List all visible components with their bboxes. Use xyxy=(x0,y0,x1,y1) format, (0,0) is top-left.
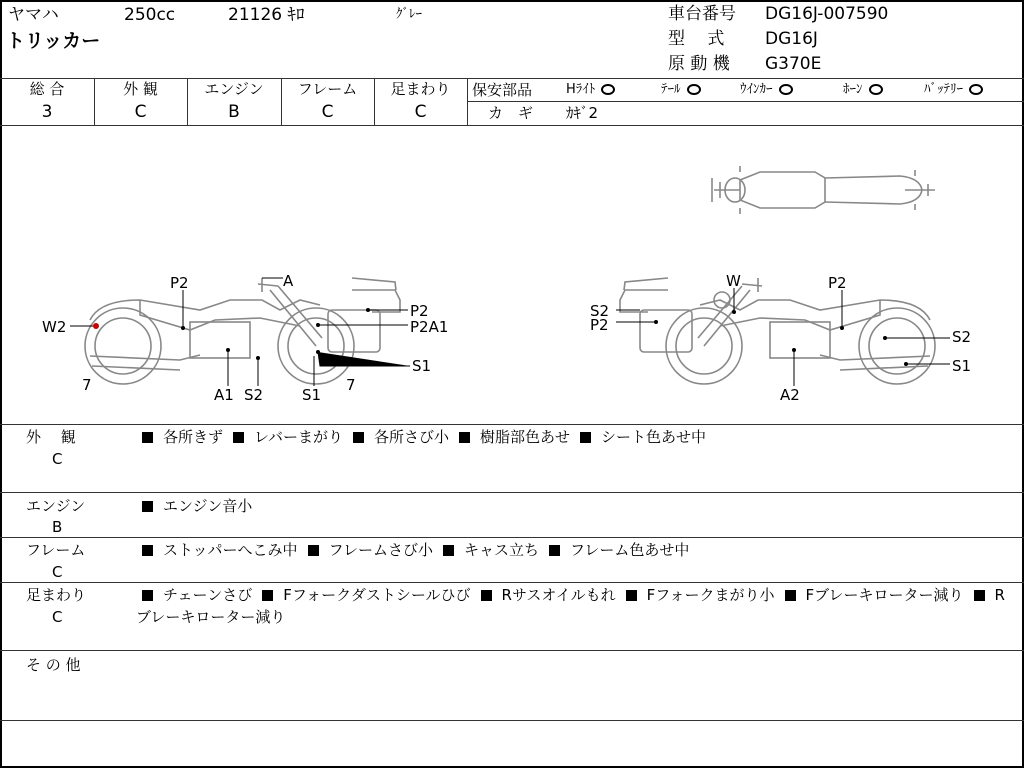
diagram-label: W xyxy=(726,272,741,290)
divider xyxy=(467,78,468,125)
diagram-label: A2 xyxy=(780,386,800,404)
remark-items: エンジン音小 xyxy=(136,495,1016,517)
safety-label: 保安部品 xyxy=(472,81,533,99)
engine-label: 原 動 機 xyxy=(668,54,730,74)
check-circle-icon xyxy=(601,84,615,95)
diagram-label: S2 xyxy=(590,302,610,320)
grade-value: B xyxy=(228,102,240,122)
divider xyxy=(0,492,1024,493)
mileage: 21126 ｷﾛ xyxy=(228,5,305,25)
type: DG16J xyxy=(765,29,818,49)
remark-items: チェーンさび Fフォークダストシールひび Rサスオイルもれ Fフォークまがり小 Fブレーキローター減り Rブレーキローター減り xyxy=(136,586,1005,626)
remark-label: 外 観 xyxy=(26,428,76,446)
check-circle-icon xyxy=(779,84,793,95)
remark-label: 足まわり xyxy=(26,586,87,604)
diagram-label: S2 xyxy=(952,328,972,346)
grade-value: C xyxy=(321,102,334,122)
remark-label: そ の 他 xyxy=(26,656,81,674)
bike-top-view xyxy=(712,166,935,214)
frame-no-label: 車台番号 xyxy=(668,4,736,24)
diagram-label: 7 xyxy=(346,376,356,394)
diagram-label: W2 xyxy=(42,318,67,336)
diagram-label: S2 xyxy=(244,386,264,404)
divider xyxy=(0,537,1024,538)
color: ｸﾞﾚｰ xyxy=(396,7,422,22)
model-name: トリッカー xyxy=(6,30,101,52)
engine: G370E xyxy=(765,54,822,74)
grade-value: 3 xyxy=(41,102,53,122)
grade-value: C xyxy=(414,102,427,122)
remark-label: フレーム xyxy=(26,541,86,559)
grade-label: 外 観 xyxy=(123,80,158,98)
diagram-label: A xyxy=(283,272,294,290)
diagram-label: P2 xyxy=(590,316,609,334)
diagram-label: A1 xyxy=(214,386,234,404)
remark-items: ストッパーへこみ中 フレームさび小 キャス立ち フレーム色あせ中 xyxy=(136,539,1016,561)
divider xyxy=(0,424,1024,425)
bike-left-view xyxy=(85,278,400,384)
remark-grade: C xyxy=(52,608,63,626)
diagram-label: P2A1 xyxy=(410,318,449,336)
grade-label: 足まわり xyxy=(390,80,451,98)
diagram-label: S1 xyxy=(412,357,432,375)
frame-no: DG16J-007590 xyxy=(765,4,889,24)
diagram-label: P2 xyxy=(410,302,429,320)
diagram-label: P2 xyxy=(170,274,189,292)
damage-diagram xyxy=(0,126,1024,424)
safety-item-battery: ﾊﾞｯﾃﾘｰ xyxy=(924,81,983,99)
maker: ヤマハ xyxy=(8,5,59,25)
remark-items: 各所きず レバーまがり 各所さび小 樹脂部色あせ シート色あせ中 xyxy=(136,426,1016,448)
remark-grade: C xyxy=(52,450,63,468)
safety-item-headlight: Hﾗｲﾄ xyxy=(566,81,615,99)
remark-grade: B xyxy=(52,518,63,536)
divider xyxy=(0,78,1024,79)
bike-right-view xyxy=(620,278,935,384)
remark-label: エンジン xyxy=(26,497,86,515)
type-label: 型 式 xyxy=(668,29,725,49)
divider xyxy=(0,720,1024,721)
grade-value: C xyxy=(134,102,147,122)
key-label: カ ギ xyxy=(488,104,534,122)
grade-label: 総 合 xyxy=(29,80,65,98)
diagram-label: S1 xyxy=(952,357,972,375)
damage-marker xyxy=(93,323,99,329)
grade-label: フレーム xyxy=(297,80,358,98)
divider xyxy=(0,650,1024,651)
displacement: 250cc xyxy=(124,5,176,25)
diagram-label: S1 xyxy=(302,386,322,404)
check-circle-icon xyxy=(687,84,701,95)
diagram-label: P2 xyxy=(828,274,847,292)
safety-item-tail: ﾃｰﾙ xyxy=(661,81,701,99)
check-circle-icon xyxy=(969,84,983,95)
grade-label: エンジン xyxy=(204,80,264,98)
safety-item-winker: ｳｲﾝｶｰ xyxy=(740,81,793,99)
divider xyxy=(468,101,1024,102)
diagram-label: 7 xyxy=(82,376,92,394)
safety-item-horn: ﾎｰﾝ xyxy=(843,81,883,99)
check-circle-icon xyxy=(869,84,883,95)
key-value: ｶｷﾞ2 xyxy=(566,104,599,122)
remark-grade: C xyxy=(52,563,63,581)
divider xyxy=(0,582,1024,583)
